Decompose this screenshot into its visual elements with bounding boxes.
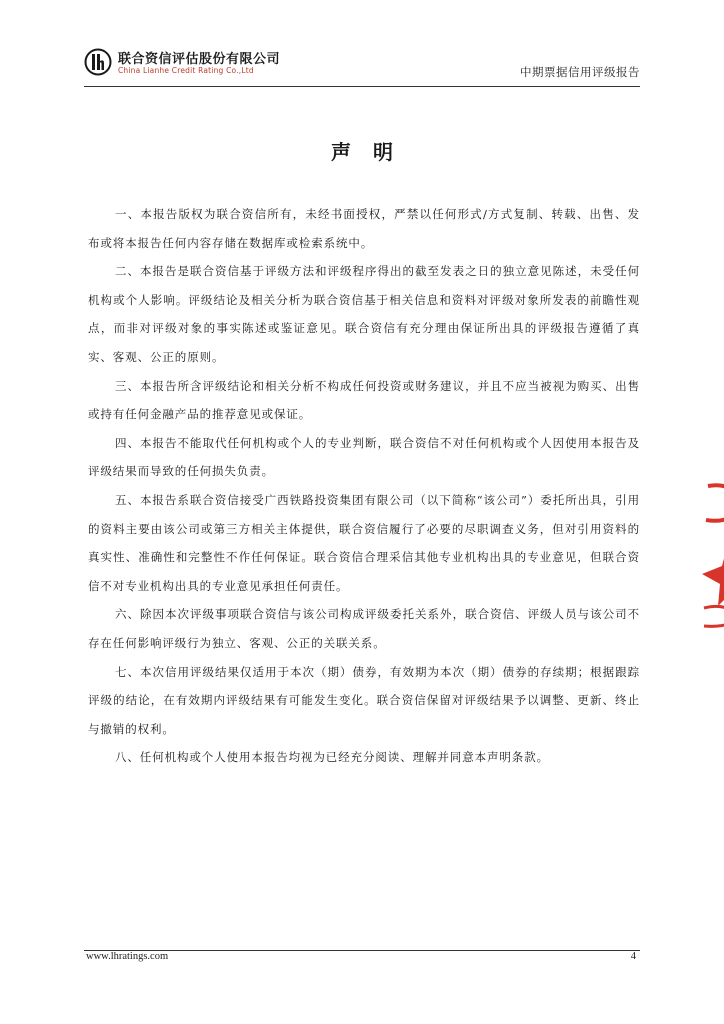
page-header (84, 46, 640, 86)
footer-website: www.lhratings.com (86, 951, 169, 962)
statement-body (88, 200, 640, 772)
statement-paragraph-3: 三、本报告所含评级结论和相关分析不构成任何投资或财务建议，并且不应当被视为购买、出售或持有任何金融产品的推荐意见或保证。 (88, 378, 640, 422)
statement-paragraph-4: 四、本报告不能取代任何机构或个人的专业判断，联合资信不对任何机构或个人因使用本报告及评级结果而导致的任何损失负责。 (88, 435, 640, 479)
report-type-title: 中期票据信用评级报告 (520, 65, 640, 79)
statement-paragraph-7: 七、本次信用评级结果仅适用于本次（期）债券，有效期为本次（期）债券的存续期；根据跟踪评级的结论，在有效期内评级结果有可能发生变化。联合资信保留对评级结果予以调整、更新、终止与撤销的权利。 (88, 664, 640, 736)
statement-paragraph-1: 一、本报告版权为联合资信所有，未经书面授权，严禁以任何形式/方式复制、转载、出售、发布或将本报告任何内容存储在数据库或检索系统中。 (88, 207, 640, 250)
statement-paragraph-8: 八、任何机构或个人使用本报告均视为已经充分阅读、理解并同意本声明条款。 (115, 750, 549, 765)
lianhe-logo-icon (84, 48, 112, 76)
page-number: 4 (630, 951, 636, 962)
statement-paragraph-5: 五、本报告系联合资信接受广西铁路投资集团有限公司（以下简称“该公司”）委托所出具，引用的资料主要由该公司或第三方相关主体提供，联合资信履行了必要的尽职调查义务，但对引用资料的真实性、准确性和完整性不作任何保证。联合资信合理采信其他专业机构出具的专业意见，但联合资信不对专业机构出具的专业意见承担任何责任。 (88, 492, 640, 593)
company-name-cn: 联合资信评估股份有限公司 (118, 52, 281, 67)
header-divider (84, 86, 640, 87)
company-seal-stamp (700, 478, 724, 628)
company-name-en: China Lianhe Credit Rating Co.,Ltd (118, 66, 254, 75)
statement-paragraph-2: 二、本报告是联合资信基于评级方法和评级程序得出的截至发表之日的独立意见陈述，未受任何机构或个人影响。评级结论及相关分析为联合资信基于相关信息和资料对评级对象所发表的前瞻性观点，而非对评级对象的事实陈述或鉴证意见。联合资信有充分理由保证所出具的评级报告遵循了真实、客观、公正的原则。 (88, 264, 640, 364)
statement-paragraph-6: 六、除因本次评级事项联合资信与该公司构成评级委托关系外，联合资信、评级人员与该公司不存在任何影响评级行为独立、客观、公正的关联关系。 (88, 607, 640, 650)
page-title: 声明 (331, 140, 415, 164)
